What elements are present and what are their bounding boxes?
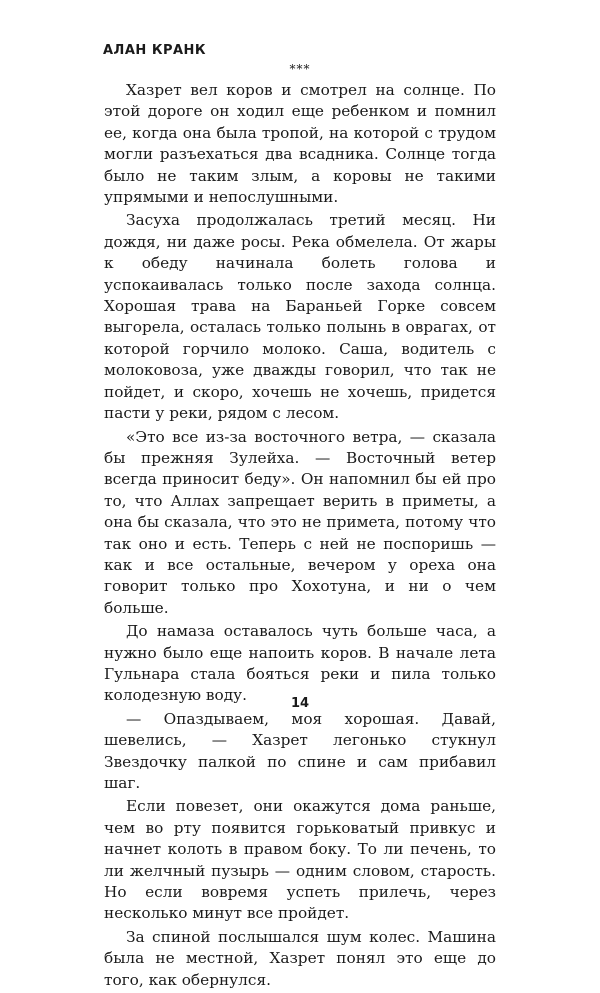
- paragraph-7: За спиной послышался шум колес. Машина была не местной, Хазрет понял это еще до того, как обернулся.: [104, 927, 496, 989]
- running-title: АЛАН КРАНК: [103, 43, 207, 58]
- page-number: 14: [290, 696, 310, 711]
- paragraph-5: — Опаздываем, моя хорошая. Давай, шевелись, — Хазрет легонько стукнул Звездочку палкой по спине и сам прибавил шаг.: [104, 709, 496, 792]
- paragraph-2: Засуха продолжалась третий месяц. Ни дождя, ни даже росы. Река обмелела. От жары к обеду начинала болеть голова и успокаивалась только после захода солнца. Хорошая трава на Бараньей Горке совсем выгорела, осталась только полынь в оврагах, от которой горчило молоко. Саша, водитель с молоковоза, уже дважды говорил, что так не пойдет, и скоро, хочешь не хочешь, придется пасти у реки, рядом с лесом.: [104, 211, 496, 423]
- paragraph-6: Если повезет, они окажутся дома раньше, чем во рту появится горьковатый привкус и начнет колоть в правом боку. То ли печень, то ли желчный пузырь — одним словом, старость. Но если вовремя успеть прилечь, через несколько минут все пройдет.: [104, 797, 496, 923]
- paragraph-4: До намаза оставалось чуть больше часа, а нужно было еще напоить коров. В начале лета Гульнара стала бояться реки и пила только колодезную воду.: [104, 622, 496, 705]
- body-text: [104, 80, 496, 993]
- paragraph-1: Хазрет вел коров и смотрел на солнце. По этой дороге он ходил еще ребенком и помнил ее, когда она была тропой, на которой с трудом могли разъехаться два всадника. Солнце тогда было не таким злым, а коровы не такими упрямыми и непослушными.: [104, 81, 496, 207]
- paragraph-3: «Это все из-за восточного ветра, — сказала бы прежняя Зулейха. — Восточный ветер всегда приносит беду». Он напомнил бы ей про то, что Аллах запрещает верить в приметы, а она бы сказала, что это не примета, потому что так оно и есть. Теперь с ней не поспоришь — как и все остальные, вечером у ореха она говорит только про Хохотуна, и ни о чем больше.: [104, 427, 496, 617]
- section-separator: ***: [289, 62, 311, 76]
